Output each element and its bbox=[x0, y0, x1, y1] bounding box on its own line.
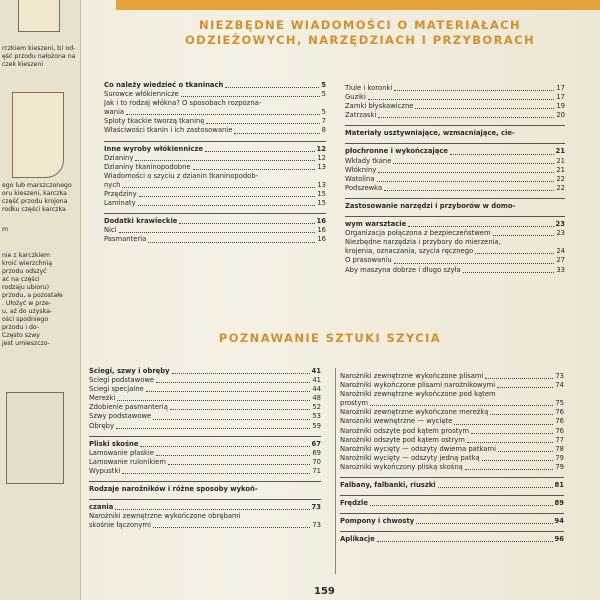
left-fragment-line: przodu odszyć bbox=[2, 268, 47, 275]
leader-dots bbox=[205, 151, 314, 152]
leader-dots bbox=[378, 172, 554, 173]
toc-entry-text: Zamki błyskawiczne bbox=[345, 102, 414, 111]
toc-entry-text: Dzianiny bbox=[104, 153, 134, 162]
leader-dots bbox=[139, 196, 316, 197]
toc-entry-text: Szwy podstawowe bbox=[89, 412, 152, 421]
leader-dots bbox=[148, 242, 315, 243]
toc-entry-text: Dzianiny tkaninopodobne bbox=[104, 162, 191, 171]
toc-entry-text: Surowce włókiennicze bbox=[104, 90, 179, 99]
toc-page-number: 16 bbox=[317, 235, 326, 244]
left-fragment-line: jest umieszczo- bbox=[2, 340, 50, 347]
toc-entry[interactable] bbox=[104, 181, 326, 190]
left-fragment-line: ać na części bbox=[2, 276, 40, 283]
toc-entry-text: Narożniki wewnętrzne — wycięte bbox=[340, 417, 453, 426]
leader-dots bbox=[170, 409, 310, 410]
toc-separator bbox=[340, 513, 564, 514]
toc-page-number: 69 bbox=[312, 448, 321, 457]
leader-dots bbox=[122, 473, 310, 474]
toc-entry-text: wania bbox=[104, 108, 125, 117]
toc-entry[interactable] bbox=[89, 449, 321, 458]
toc-entry-text: Podszewka bbox=[345, 183, 383, 192]
toc-entry-text: Dodatki krawieckie bbox=[104, 217, 178, 226]
toc-heading[interactable] bbox=[89, 440, 321, 449]
toc-page-number: 17 bbox=[556, 93, 565, 102]
toc-entry[interactable] bbox=[345, 247, 565, 256]
toc-entry-text: Tiule i koronki bbox=[345, 84, 393, 92]
toc-entry[interactable] bbox=[104, 154, 326, 163]
toc-entry[interactable] bbox=[89, 422, 321, 431]
toc-heading[interactable] bbox=[340, 535, 564, 544]
toc-entry-text: Pasmanteria bbox=[104, 235, 147, 244]
title-line-2: ODZIEŻOWYCH, NARZĘDZIACH I PRZYBORACH bbox=[184, 33, 536, 47]
leader-dots bbox=[454, 424, 553, 425]
toc-page-number: 21 bbox=[555, 147, 565, 156]
leader-dots bbox=[475, 253, 554, 254]
toc-page-number: 22 bbox=[556, 174, 565, 183]
toc-page-number: 96 bbox=[554, 535, 564, 544]
toc-separator bbox=[89, 481, 321, 482]
toc-separator bbox=[345, 143, 565, 144]
toc-entry-text: Wypustki bbox=[89, 466, 121, 475]
toc-entry[interactable] bbox=[89, 412, 321, 421]
left-fragment-line: przodu i do- bbox=[2, 324, 40, 331]
toc-entry-text: prostym bbox=[340, 399, 368, 408]
toc-entry[interactable] bbox=[345, 93, 565, 102]
toc-entry-text: Lamowanie płaskie bbox=[89, 448, 154, 457]
toc-entry[interactable] bbox=[104, 99, 326, 108]
leader-dots bbox=[181, 96, 320, 97]
leader-dots bbox=[156, 382, 310, 383]
toc-page-number: 73 bbox=[555, 372, 564, 380]
toc-entry-text: Narożniki wykończone plisami narożnikowymi bbox=[340, 381, 496, 390]
toc-entry[interactable] bbox=[340, 454, 564, 463]
toc-entry-text: Zastosowanie narzędzi i przyborów w domo- bbox=[345, 201, 516, 210]
toc-heading[interactable] bbox=[89, 485, 321, 494]
toc-page-number: 23 bbox=[555, 220, 565, 229]
toc-separator bbox=[89, 436, 321, 437]
toc-page-number: 73 bbox=[312, 521, 321, 530]
toc-entry-text: Co należy wiedzieć o tkaninach bbox=[104, 81, 224, 89]
left-fragment-line: oru kieszeni, karczka bbox=[2, 190, 67, 197]
toc-entry[interactable] bbox=[89, 376, 321, 385]
leader-dots bbox=[438, 487, 553, 488]
toc-entry-text: Laminaty bbox=[104, 199, 136, 208]
toc-entry-text: Właściwości tkanin i ich zastosowanie bbox=[104, 126, 233, 135]
toc-entry-text: Włókniny bbox=[345, 165, 377, 174]
toc-entry[interactable] bbox=[89, 403, 321, 412]
toc-page-number: 22 bbox=[556, 183, 565, 192]
section-title-2: POZNAWANIE SZTUKI SZYCIA bbox=[218, 331, 442, 345]
toc-entry-text: Ściegi podstawowe bbox=[89, 376, 155, 385]
toc-entry[interactable] bbox=[104, 117, 326, 126]
toc-entry-text: Zatrzaski bbox=[345, 111, 377, 120]
toc-entry-text: Nici bbox=[104, 226, 117, 235]
toc-page-number: 7 bbox=[321, 117, 326, 126]
toc-page-number: 78 bbox=[555, 444, 564, 453]
toc-heading[interactable] bbox=[345, 220, 565, 229]
toc-separator bbox=[104, 213, 326, 214]
toc-entry[interactable] bbox=[104, 199, 326, 208]
toc-heading[interactable] bbox=[345, 147, 565, 156]
toc-entry[interactable] bbox=[104, 126, 326, 135]
toc-entry[interactable] bbox=[340, 436, 564, 445]
toc-entry[interactable] bbox=[345, 166, 565, 175]
toc-page-number: 21 bbox=[556, 165, 565, 174]
toc-heading[interactable] bbox=[340, 517, 564, 526]
toc-entry[interactable] bbox=[104, 163, 326, 172]
toc-page-number: 77 bbox=[555, 435, 564, 444]
leader-dots bbox=[450, 154, 554, 155]
toc-entry[interactable] bbox=[340, 445, 564, 454]
left-fragment-line: rodzaju ubioru) bbox=[2, 284, 50, 291]
leader-dots bbox=[497, 387, 553, 388]
toc-page-number: 20 bbox=[556, 111, 565, 120]
toc-page-number: 21 bbox=[556, 156, 565, 165]
leader-dots bbox=[172, 373, 310, 374]
toc-entry-text: Aby maszyna dobrze i długo szyła bbox=[345, 265, 461, 274]
toc-page-number: 5 bbox=[321, 81, 326, 89]
toc-entry[interactable] bbox=[104, 190, 326, 199]
toc-separator bbox=[340, 531, 564, 532]
toc-entry-text: płochronne i wykończające bbox=[345, 147, 448, 156]
toc-entry-text: Jak i to rodzaj włókna? O sposobach rozpozna- bbox=[104, 99, 262, 108]
leader-dots bbox=[384, 190, 554, 191]
toc-entry-text: Ściegi specjalne bbox=[89, 385, 144, 394]
toc-entry-text: Falbany, falbanki, riuszki bbox=[340, 481, 436, 490]
leader-dots bbox=[225, 87, 319, 88]
toc-entry-text: Aplikacje bbox=[340, 535, 375, 544]
toc1-right-column bbox=[345, 84, 565, 275]
sketch-pocket bbox=[18, 0, 60, 32]
toc-page-number: 59 bbox=[312, 421, 321, 430]
left-fragment-line: kroić wierzchnią bbox=[2, 260, 52, 267]
toc-entry-text: skośnie łączonymi bbox=[89, 521, 151, 530]
leader-dots bbox=[206, 123, 319, 124]
leader-dots bbox=[471, 433, 553, 434]
left-fragment-line: część przodu krojona bbox=[2, 198, 68, 205]
toc-heading[interactable] bbox=[104, 217, 326, 226]
left-fragment-line: . Ułożyć w prze- bbox=[2, 300, 52, 307]
leader-dots bbox=[482, 460, 554, 461]
toc-entry[interactable] bbox=[89, 512, 321, 521]
leader-dots bbox=[393, 163, 554, 164]
leader-dots bbox=[415, 108, 554, 109]
toc-entry[interactable] bbox=[104, 172, 326, 181]
toc-entry-text: Organizacja połączona z bezpieczeństwem bbox=[345, 229, 491, 238]
leader-dots bbox=[467, 442, 553, 443]
leader-dots bbox=[490, 414, 553, 415]
toc-entry[interactable] bbox=[345, 111, 565, 120]
leader-dots bbox=[116, 428, 310, 429]
toc-entry[interactable] bbox=[340, 399, 564, 408]
leader-dots bbox=[193, 169, 316, 170]
toc-entry[interactable] bbox=[345, 175, 565, 184]
toc-entry-text: Wkłady tkane bbox=[345, 156, 392, 165]
leader-dots bbox=[115, 509, 309, 510]
toc-page-number: 94 bbox=[554, 517, 564, 526]
toc-entry[interactable] bbox=[89, 385, 321, 394]
toc-entry-text: Narożniki odszyte pod kątem ostrym bbox=[340, 435, 465, 444]
toc-entry[interactable] bbox=[340, 390, 564, 399]
toc-entry-text: Narożniki wykończony pliską skośną bbox=[340, 462, 463, 471]
toc-entry[interactable] bbox=[345, 229, 565, 238]
toc-entry[interactable] bbox=[340, 372, 564, 381]
toc-separator bbox=[345, 125, 565, 126]
toc-entry-text: krojenia, oznaczania, szycia ręcznego bbox=[345, 247, 474, 256]
toc-entry-text: Sploty tkackie tworzą tkaninę bbox=[104, 117, 205, 126]
toc-separator bbox=[340, 477, 564, 478]
leader-dots bbox=[416, 523, 552, 524]
toc-page-number: 24 bbox=[556, 247, 565, 256]
toc-page-number: 5 bbox=[321, 90, 326, 99]
toc2-left-column bbox=[89, 364, 321, 530]
toc-entry[interactable] bbox=[89, 458, 321, 467]
toc-entry[interactable] bbox=[340, 408, 564, 417]
leader-dots bbox=[394, 263, 555, 264]
left-fragment-line: czek kieszeni bbox=[2, 61, 44, 68]
leader-dots bbox=[394, 90, 554, 91]
left-fragment-line: Często szwy bbox=[2, 332, 40, 339]
top-color-band bbox=[116, 0, 600, 10]
toc-entry-text: Pompony i chwosty bbox=[340, 517, 415, 526]
toc-entry-text: Narożniki zewnętrzne wykończone pod kątem bbox=[340, 390, 496, 399]
toc-page-number: 70 bbox=[312, 457, 321, 466]
toc-page-number: 5 bbox=[321, 108, 326, 117]
left-fragment-line: przodu, a pozostałe bbox=[2, 292, 63, 299]
toc-page-number: 17 bbox=[556, 84, 565, 92]
left-fragment-line: m bbox=[2, 226, 9, 233]
toc-entry-text: Pliski skośne bbox=[89, 439, 139, 448]
leader-dots bbox=[378, 117, 554, 118]
left-fragment-line: ęść przodu nałożona na bbox=[2, 53, 76, 60]
toc-entry[interactable] bbox=[340, 417, 564, 426]
toc-page-number: 23 bbox=[556, 229, 565, 238]
toc-heading[interactable] bbox=[104, 81, 326, 90]
toc-entry[interactable] bbox=[345, 184, 565, 193]
toc-heading[interactable] bbox=[104, 145, 326, 154]
toc-entry-text: Narożniki wycięty — odszyty jedną patką bbox=[340, 453, 480, 462]
leader-dots bbox=[377, 541, 553, 542]
toc-entry-text: Przędziny bbox=[104, 190, 137, 199]
toc2-right-column bbox=[340, 372, 564, 544]
toc-entry-text: Wiadomości o szyciu z dzianin tkaninopodob- bbox=[104, 171, 259, 180]
left-fragment-line: ości spodniego bbox=[2, 316, 49, 323]
toc-separator bbox=[89, 499, 321, 500]
toc-entry-text: Guziki bbox=[345, 93, 366, 102]
toc-page-number: 12 bbox=[317, 153, 326, 162]
toc-page-number: 75 bbox=[555, 399, 564, 408]
leader-dots bbox=[138, 205, 316, 206]
toc-page-number: 52 bbox=[312, 403, 321, 412]
leader-dots bbox=[135, 160, 315, 161]
toc1-left-column bbox=[104, 78, 326, 245]
toc-entry-text: wym warsztacie bbox=[345, 220, 407, 229]
toc-entry-text: Narożniki zewnętrzne wykończone obrębami bbox=[89, 512, 241, 521]
toc-entry-text: Frędzle bbox=[340, 499, 368, 508]
leader-dots bbox=[168, 464, 310, 465]
toc-page-number: 13 bbox=[317, 162, 326, 171]
toc-page-number: 73 bbox=[311, 503, 321, 512]
title-line-1: NIEZBĘDNE WIADOMOŚCI O MATERIAŁACH bbox=[198, 18, 522, 32]
toc-entry-text: Watolina bbox=[345, 174, 375, 183]
toc-page-number: 76 bbox=[555, 417, 564, 426]
toc-entry-text: nych bbox=[104, 180, 121, 189]
leader-dots bbox=[179, 223, 314, 224]
previous-page-strip bbox=[0, 0, 81, 600]
toc-entry[interactable] bbox=[89, 394, 321, 403]
toc-page-number: 67 bbox=[311, 439, 321, 448]
toc-entry[interactable] bbox=[104, 226, 326, 235]
toc-page-number: 12 bbox=[316, 144, 326, 153]
leader-dots bbox=[153, 527, 310, 528]
leader-dots bbox=[126, 114, 320, 115]
leader-dots bbox=[485, 378, 553, 379]
toc-entry[interactable] bbox=[345, 266, 565, 275]
toc-heading[interactable] bbox=[340, 481, 564, 490]
toc-page-number: 89 bbox=[554, 499, 564, 508]
toc-entry[interactable] bbox=[340, 427, 564, 436]
toc-page-number: 41 bbox=[311, 367, 321, 375]
toc-entry-text: O prasowaniu bbox=[345, 256, 392, 265]
left-fragment-line: nie z karczkiem bbox=[2, 252, 51, 259]
section-title-1 bbox=[160, 18, 560, 48]
toc-separator bbox=[345, 216, 565, 217]
toc-entry-text: Narożniki odszyte pod kątem prostym bbox=[340, 426, 470, 435]
leader-dots bbox=[119, 232, 316, 233]
toc-page-number: 16 bbox=[316, 217, 326, 226]
toc-page-number: 53 bbox=[312, 412, 321, 421]
toc-page-number: 13 bbox=[317, 180, 326, 189]
toc-entry-text: Niezbędne narzędzia i przybory do mierzenia, bbox=[345, 238, 501, 247]
toc-entry-text: Narożniki wycięty — odszyty dwiema patkami bbox=[340, 444, 496, 453]
leader-dots bbox=[234, 133, 319, 134]
leader-dots bbox=[408, 226, 553, 227]
toc-entry[interactable] bbox=[345, 157, 565, 166]
toc-entry[interactable] bbox=[345, 102, 565, 111]
toc-entry-text: Lamowanie rulonikiem bbox=[89, 457, 166, 466]
leader-dots bbox=[140, 446, 309, 447]
toc-page-number: 15 bbox=[317, 199, 326, 208]
toc-page-number: 79 bbox=[555, 462, 564, 471]
toc-entry-text: Zdobienie pasmanterią bbox=[89, 403, 168, 412]
column-divider bbox=[335, 368, 336, 574]
toc-entry[interactable] bbox=[340, 463, 564, 472]
toc-entry[interactable] bbox=[340, 381, 564, 390]
toc-separator bbox=[104, 141, 326, 142]
toc-page-number: 79 bbox=[555, 453, 564, 462]
toc-heading[interactable] bbox=[345, 129, 565, 138]
toc-page-number: 27 bbox=[556, 256, 565, 265]
toc-entry-text: Narożniki zewnętrzne wykończone plisami bbox=[340, 372, 484, 380]
leader-dots bbox=[370, 505, 553, 506]
toc-page-number: 44 bbox=[312, 385, 321, 394]
toc-page-number: 81 bbox=[554, 481, 564, 490]
toc-page-number: 33 bbox=[556, 265, 565, 274]
leader-dots bbox=[493, 235, 555, 236]
leader-dots bbox=[368, 99, 554, 100]
toc-page-number: 48 bbox=[312, 394, 321, 403]
toc-page-number: 19 bbox=[556, 102, 565, 111]
toc-separator bbox=[345, 198, 565, 199]
left-fragment-line: rczkiem kieszeni, b) od- bbox=[2, 45, 76, 52]
toc-entry-text: Rodzaje narożników i różne sposoby wykoń- bbox=[89, 485, 258, 494]
toc-entry-text: Ściegi, szwy i obręby bbox=[89, 367, 170, 375]
leader-dots bbox=[156, 455, 310, 456]
toc-page-number: 76 bbox=[555, 426, 564, 435]
leader-dots bbox=[465, 469, 554, 470]
toc-heading[interactable] bbox=[89, 503, 321, 512]
leader-dots bbox=[117, 400, 310, 401]
leader-dots bbox=[146, 391, 311, 392]
toc-entry[interactable] bbox=[104, 90, 326, 99]
toc-entry-text: Inne wyroby włókiennicze bbox=[104, 144, 204, 153]
leader-dots bbox=[370, 405, 553, 406]
toc-heading[interactable] bbox=[345, 202, 565, 211]
toc-entry[interactable] bbox=[345, 84, 565, 93]
toc-entry[interactable] bbox=[104, 108, 326, 117]
toc-page-number: 71 bbox=[312, 466, 321, 475]
sketch-trousers bbox=[12, 92, 64, 178]
toc-page-number: 74 bbox=[555, 381, 564, 390]
toc-page-number: 8 bbox=[321, 126, 326, 135]
toc-entry-text: Mereżki bbox=[89, 394, 116, 403]
toc-entry-text: Narożniki zewnętrzne wykończone mereżką bbox=[340, 408, 489, 417]
leader-dots bbox=[122, 187, 315, 188]
toc-page-number: 76 bbox=[555, 408, 564, 417]
toc-page-number: 15 bbox=[317, 190, 326, 199]
toc-entry[interactable] bbox=[104, 235, 326, 244]
left-fragment-line: rodku części karczka bbox=[2, 206, 66, 213]
page-number: 159 bbox=[314, 586, 335, 597]
toc-entry[interactable] bbox=[89, 467, 321, 476]
toc-page-number: 16 bbox=[317, 226, 326, 235]
leader-dots bbox=[498, 451, 553, 452]
toc-entry[interactable] bbox=[89, 521, 321, 530]
toc-entry-text: Materiały usztywniające, wzmacniające, cie- bbox=[345, 129, 515, 138]
toc-separator bbox=[340, 495, 564, 496]
leader-dots bbox=[153, 419, 310, 420]
leader-dots bbox=[377, 181, 555, 182]
leader-dots bbox=[463, 272, 555, 273]
toc-heading[interactable] bbox=[89, 367, 321, 376]
toc-entry-text: czania bbox=[89, 503, 114, 512]
left-fragment-line: u, aż do uzyska- bbox=[2, 308, 53, 315]
toc-entry[interactable] bbox=[345, 238, 565, 247]
left-fragment-line: ego lub marszczonego bbox=[2, 182, 72, 189]
toc-heading[interactable] bbox=[340, 499, 564, 508]
sketch-pattern bbox=[6, 392, 64, 484]
toc-entry-text: Obręby bbox=[89, 421, 114, 430]
toc-entry[interactable] bbox=[345, 256, 565, 265]
toc-page-number: 41 bbox=[312, 376, 321, 385]
